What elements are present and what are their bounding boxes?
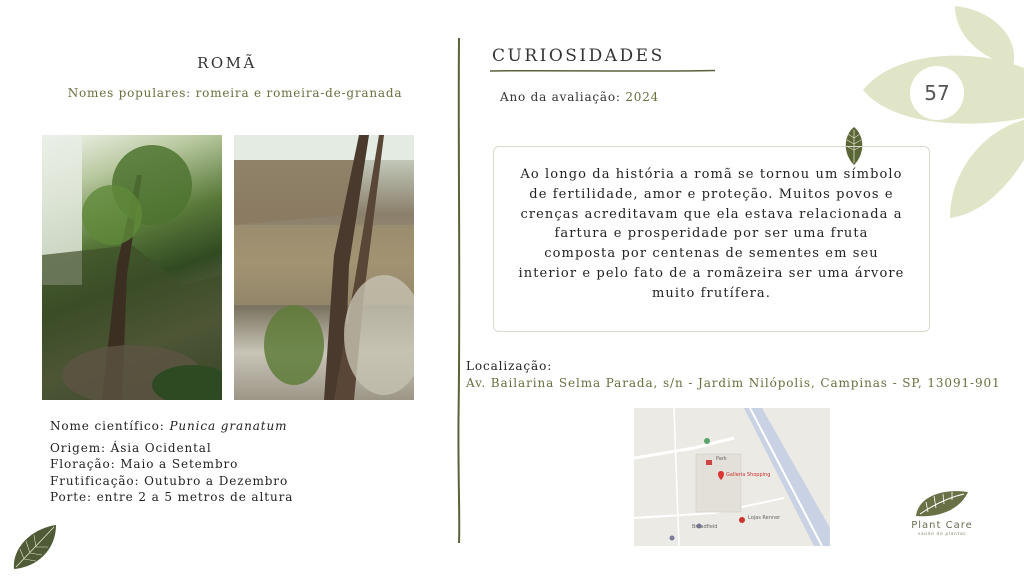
corner-leaf-icon xyxy=(10,523,60,571)
curiosities-heading: CURIOSIDADES xyxy=(492,46,665,66)
curiosity-box xyxy=(493,146,930,332)
fruiting: Frutificação: Outubro a Dezembro xyxy=(50,473,289,488)
flowering: Floração: Maio a Setembro xyxy=(50,457,239,471)
heading-underline xyxy=(490,69,715,73)
curiosity-text: Ao longo da história a romã se tornou um símbolo de fertilidade, amor e proteção. Muitos povos e crenças acreditavam que ela estava relacionada a fartura e prosperidade por ser uma fruta composta por centenas de sementes em seu interior e pelo fato de a romãzeira ser uma árvore muito frutífera. xyxy=(518,167,905,301)
size: Porte: entre 2 a 5 metros de altura xyxy=(50,490,294,504)
map-label-galleria: Galleria Shopping xyxy=(726,472,771,478)
popular-names: Nomes populares: romeira e romeira-de-granada xyxy=(67,86,403,100)
year-value: 2024 xyxy=(625,90,660,104)
scientific-name: Punica granatum xyxy=(169,419,288,433)
plant-title: ROMÃ xyxy=(197,54,257,72)
plant-care-tagline: saúde de plantas xyxy=(917,532,967,537)
plant-photo-garden xyxy=(42,135,222,400)
origin: Origem: Ásia Ocidental xyxy=(50,440,212,455)
location-address: Av. Bailarina Selma Parada, s/n - Jardim Nilópolis, Campinas - SP, 13091-901 xyxy=(466,376,1001,390)
plant-care-logo-text: Plant Care xyxy=(911,520,973,531)
location-label: Localização: xyxy=(466,359,553,373)
plant-photo-trunk xyxy=(234,135,414,400)
location-map[interactable] xyxy=(634,408,830,546)
column-divider xyxy=(456,38,462,543)
page-number: 57 xyxy=(910,66,964,120)
scientific-name-row xyxy=(50,418,293,435)
plant-facts xyxy=(50,418,293,506)
plant-care-logo-icon xyxy=(912,486,970,520)
scientific-name-label: Nome científico: xyxy=(50,419,170,433)
map-label-park: Park xyxy=(716,456,727,462)
map-label-renner: Lojas Renner xyxy=(748,515,781,521)
evaluation-year xyxy=(500,90,659,104)
year-label: Ano da avaliação: xyxy=(500,90,626,104)
map-label-broadfield: Broadfield xyxy=(692,524,718,530)
